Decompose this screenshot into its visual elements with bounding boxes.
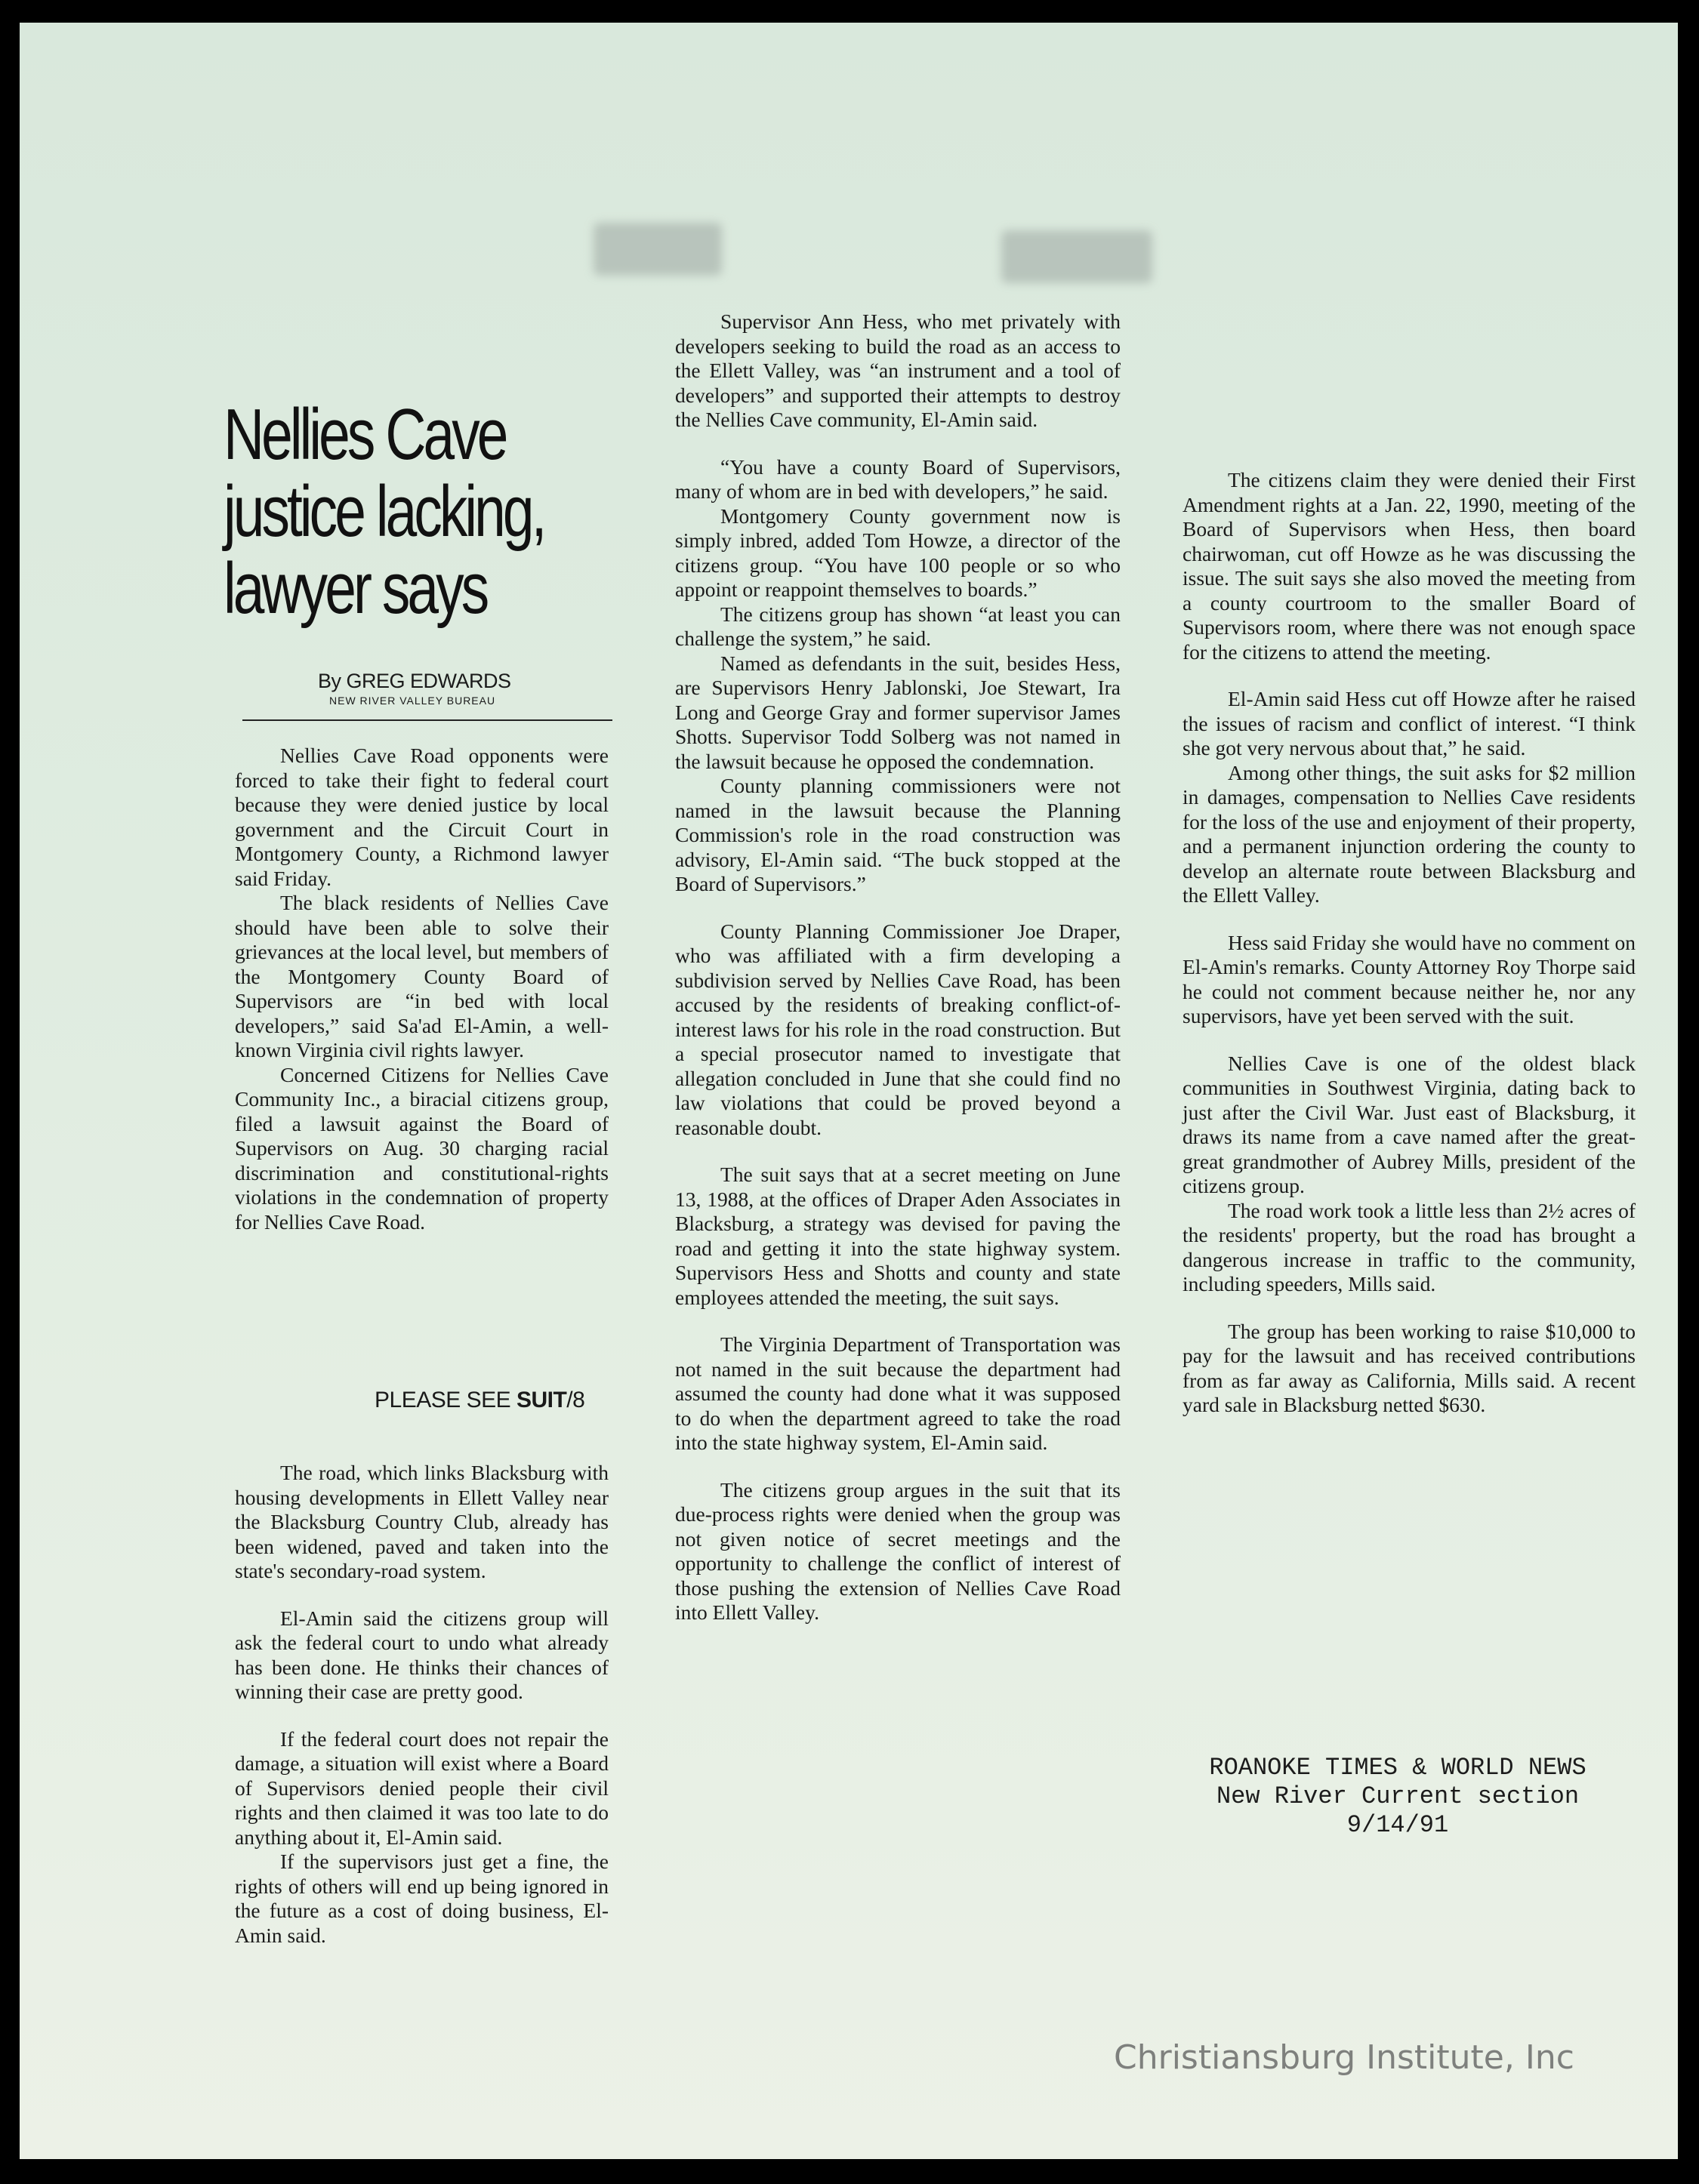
- byline: By GREG EDWARDS: [318, 670, 511, 692]
- paragraph: “You have a county Board of Supervisors, many of whom are in bed with developers,” he said.: [675, 454, 1121, 503]
- paragraph: If the federal court does not repair the damage, a situation will exist where a Board of Supervisors denied people their civil rights and then claimed it was too late to do anything about it, El-Amin said.: [235, 1727, 609, 1849]
- paragraph: The group has been working to raise $10,000 to pay for the lawsuit and has received contributions from as far away as California, Mills said. A recent yard sale in Blacksburg netted $630.: [1183, 1319, 1636, 1416]
- paragraph: Named as defendants in the suit, besides Hess, are Supervisors Henry Jablonski, Joe Stewart, Ira Long and George Gray and former supervisor James Shotts. Supervisor Todd Solberg was not named in the lawsuit because he opposed the condemnation.: [675, 651, 1121, 773]
- column-2: [675, 310, 1121, 1625]
- paragraph: Nellies Cave is one of the oldest black communities in Southwest Virginia, dating back to just after the Civil War. Just east of Blacksburg, it draws its name from a cave named after the great-great grandmother of Aubrey Mills, president of the citizens group.: [1183, 1051, 1636, 1197]
- bleed-through-mark: [594, 223, 722, 276]
- column-1-top: [235, 744, 609, 1234]
- paragraph: The Virginia Department of Transportation was not named in the suit because the department had assumed the county had done what it was supposed to do when the department agreed to take the road into the state highway system, El-Amin said.: [675, 1332, 1121, 1454]
- paragraph: Hess said Friday she would have no comment on El-Amin's remarks. County Attorney Roy Thorpe said he could not comment because neither he, nor any supervisors, have yet been served with the suit.: [1183, 930, 1636, 1027]
- paragraph: The citizens group argues in the suit that its due-process rights were denied when the group was not given notice of secret meetings and the opportunity to challenge the conflict of interest of those pushing the extension of Nellies Cave Road into Ellett Valley.: [675, 1477, 1121, 1624]
- source-publication: ROANOKE TIMES & WORLD NEWS: [1209, 1754, 1586, 1782]
- paragraph: Concerned Citizens for Nellies Cave Community Inc., a biracial citizens group, filed a lawsuit against the Board of Supervisors on Aug. 30 charging racial discrimination and constitutional-rights violations in the condemnation of property for Nellies Cave Road.: [235, 1062, 609, 1234]
- paragraph: El-Amin said Hess cut off Howze after he raised the issues of racism and conflict of interest. “I think she got very nervous about that,” he said.: [1183, 687, 1636, 759]
- headline: Nellies Cave justice lacking, lawyer says: [224, 394, 544, 629]
- paragraph: The black residents of Nellies Cave should have been able to solve their grievances at the local level, but members of the Montgomery County Board of Supervisors are “in bed with local developers,” said Sa'ad El-Amin, a well-known Virginia civil rights lawyer.: [235, 891, 609, 1061]
- paragraph: The citizens claim they were denied their First Amendment rights at a Jan. 22, 1990, meeting of the Board of Supervisors when Hess, then board chairwoman, cut off Howze as he was discussing the issue. The suit says she also moved the meeting from a county courtroom to the smaller Board of Supervisors room, where there was not enough space for the citizens to attend the meeting.: [1183, 468, 1636, 664]
- paragraph: The suit says that at a secret meeting on June 13, 1988, at the offices of Draper Aden Associates in Blacksburg, a strategy was devised for paving the road and getting it into the state highway system. Supervisors Hess and Shotts and county and state employees attended the meeting, the suit says.: [675, 1163, 1121, 1309]
- paragraph: If the supervisors just get a fine, the rights of others will end up being ignored in the future as a cost of doing business, El-Amin said.: [235, 1850, 609, 1947]
- paragraph: The citizens group has shown “at least you can challenge the system,” he said.: [675, 602, 1121, 650]
- source-section: New River Current section: [1216, 1782, 1580, 1810]
- paragraph: The road, which links Blacksburg with housing developments in Ellett Valley near the Blacksburg Country Club, already has been widened, paved and taken into the state's secondary-road system.: [235, 1461, 609, 1582]
- source-date: 9/14/91: [1346, 1811, 1449, 1839]
- bureau-line: NEW RIVER VALLEY BUREAU: [329, 695, 496, 707]
- archive-watermark: Christiansburg Institute, Inc: [1114, 2038, 1574, 2077]
- clipping-page: [20, 23, 1678, 2159]
- column-3: [1183, 468, 1636, 1418]
- column-1-bottom: [235, 1461, 609, 1948]
- paragraph: County Planning Commissioner Joe Draper, who was affiliated with a firm developing a subdivision served by Nellies Cave Road, has been accused by the residents of breaking conflict-of-interest laws for his role in the road construction. But a special prosecutor named to investigate that allegation concluded in June that she could find no law violations that could be proved beyond a reasonable doubt.: [675, 919, 1121, 1139]
- paragraph: The road work took a little less than 2½ acres of the residents' property, but the road has brought a dangerous increase in traffic to the community, including speeders, Mills said.: [1183, 1198, 1636, 1295]
- jump-line: [375, 1388, 584, 1413]
- paragraph: Montgomery County government now is simply inbred, added Tom Howze, a director of the citizens group. “You have 100 people or so who appoint or reappoint themselves to boards.”: [675, 504, 1121, 601]
- jump-keyword: SUIT: [516, 1388, 567, 1412]
- paragraph: El-Amin said the citizens group will ask the federal court to undo what already has been done. He thinks their chances of winning their case are pretty good.: [235, 1606, 609, 1703]
- jump-page: /8: [566, 1388, 585, 1412]
- jump-prefix: PLEASE SEE: [375, 1388, 516, 1412]
- paragraph: Supervisor Ann Hess, who met privately with developers seeking to build the road as an access to the Ellett Valley, was “an instrument and a tool of developers” and supported their attempts to destroy the Nellies Cave community, El-Amin said.: [675, 310, 1121, 431]
- paragraph: County planning commissioners were not named in the lawsuit because the Planning Commission's role in the road construction was advisory, El-Amin said. “The buck stopped at the Board of Supervisors.”: [675, 774, 1121, 895]
- byline-rule: [242, 719, 612, 721]
- source-stamp: [1179, 1754, 1617, 1840]
- paragraph: Nellies Cave Road opponents were forced to take their fight to federal court because they were denied justice by local government and the Circuit Court in Montgomery County, a Richmond lawyer said Friday.: [235, 744, 609, 890]
- bleed-through-mark: [1001, 230, 1152, 283]
- paragraph: Among other things, the suit asks for $2 million in damages, compensation to Nellies Cave residents for the loss of the use and enjoyment of their property, and a permanent injunction ordering the county to develop an alternate route between Blacksburg and the Ellett Valley.: [1183, 760, 1636, 907]
